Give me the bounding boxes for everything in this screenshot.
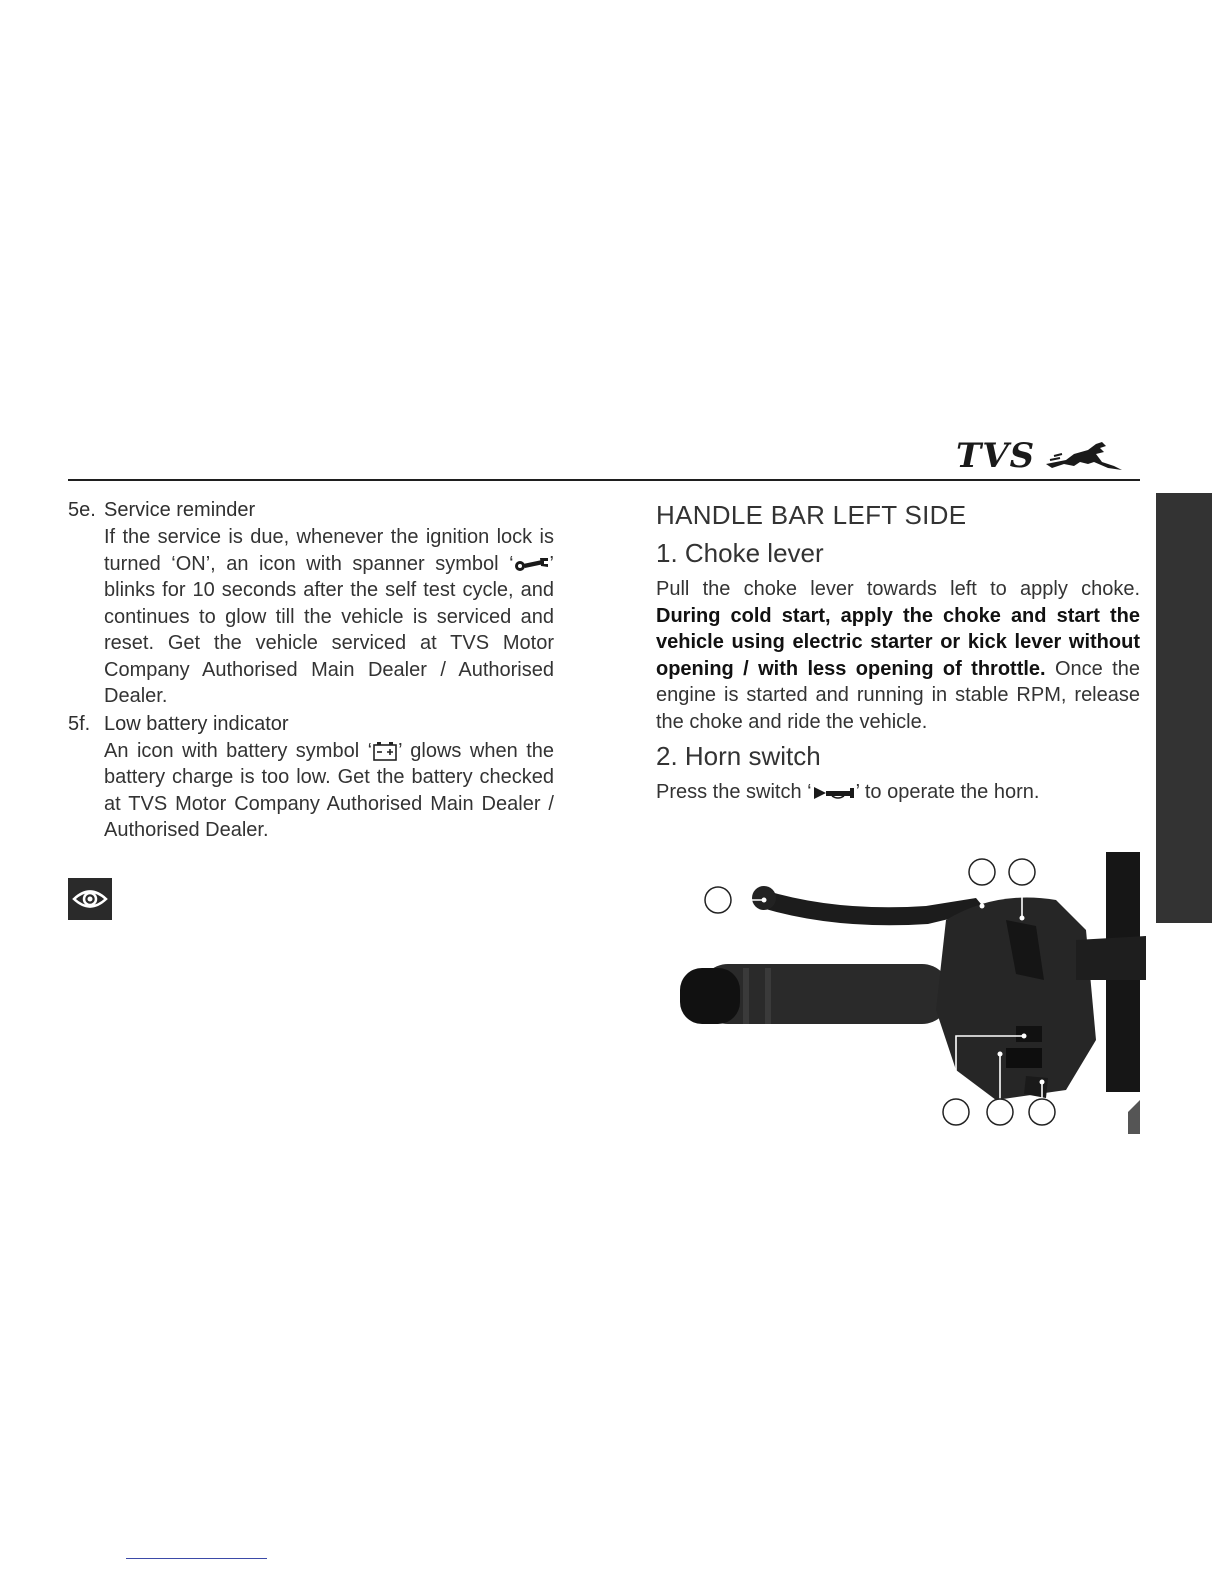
item-service-reminder [68, 496, 554, 710]
header-rule [68, 479, 1140, 481]
brand-logo [956, 436, 1136, 476]
eye-icon [68, 878, 112, 920]
battery-icon [372, 740, 398, 762]
item-low-battery [68, 710, 554, 844]
item-body: An icon with battery symbol ‘ ’ glows when the battery charge is too low. Get the battery checked at TVS Motor Company Authorised Main Dealer / Authorised Dealer. [104, 739, 555, 841]
horn-title: 2. Horn switch [656, 741, 821, 771]
choke-title: 1. Choke lever [656, 538, 824, 568]
choke-text: Pull the choke lever towards left to apply choke. During cold start, apply the choke and start the vehicle using electric starter or kick lever without opening / with less opening of throttle. Once the engine is started and running in stable RPM, release the choke and ride the vehicle. [656, 578, 1140, 733]
horse-icon [1044, 440, 1124, 474]
item-title: Low battery indicator [104, 712, 289, 735]
item-number: 5e. [68, 499, 96, 521]
chapter-side-tab [1156, 493, 1212, 923]
item-title: Service reminder [104, 499, 256, 521]
horn-icon [812, 785, 856, 801]
item-number: 5f. [68, 712, 91, 735]
callout-1 [705, 887, 731, 913]
callout-4 [943, 1099, 969, 1125]
callout-6 [1029, 1099, 1055, 1125]
handlebar-photo [676, 850, 1146, 1134]
choke-warning: During cold start, apply the choke and start the vehicle using electric starter or kick lever without opening / with less opening of throttle. [656, 604, 1140, 680]
callout-5 [987, 1099, 1013, 1125]
callout-3 [1009, 859, 1035, 885]
item-body: If the service is due, whenever the ignition lock is turned ‘ON’, an icon with spanner symbol ‘ ’ blinks for 10 seconds after the self test cycle, and continues to glow till the vehicle is serviced and reset. Get the vehicle serviced at TVS Motor Company Authorised Main Dealer / Authorised Dealer. [104, 526, 554, 707]
left-column [68, 496, 554, 844]
note-box [68, 878, 112, 920]
callout-2 [969, 859, 995, 885]
spanner-icon [514, 556, 550, 572]
brand-name: TVS [956, 436, 1036, 476]
right-column [656, 496, 1140, 806]
footer-underline [126, 1558, 267, 1559]
horn-text: Press the switch ‘ ’ to operate the horn. [656, 781, 1040, 803]
section-title: HANDLE BAR LEFT SIDE [656, 500, 967, 530]
